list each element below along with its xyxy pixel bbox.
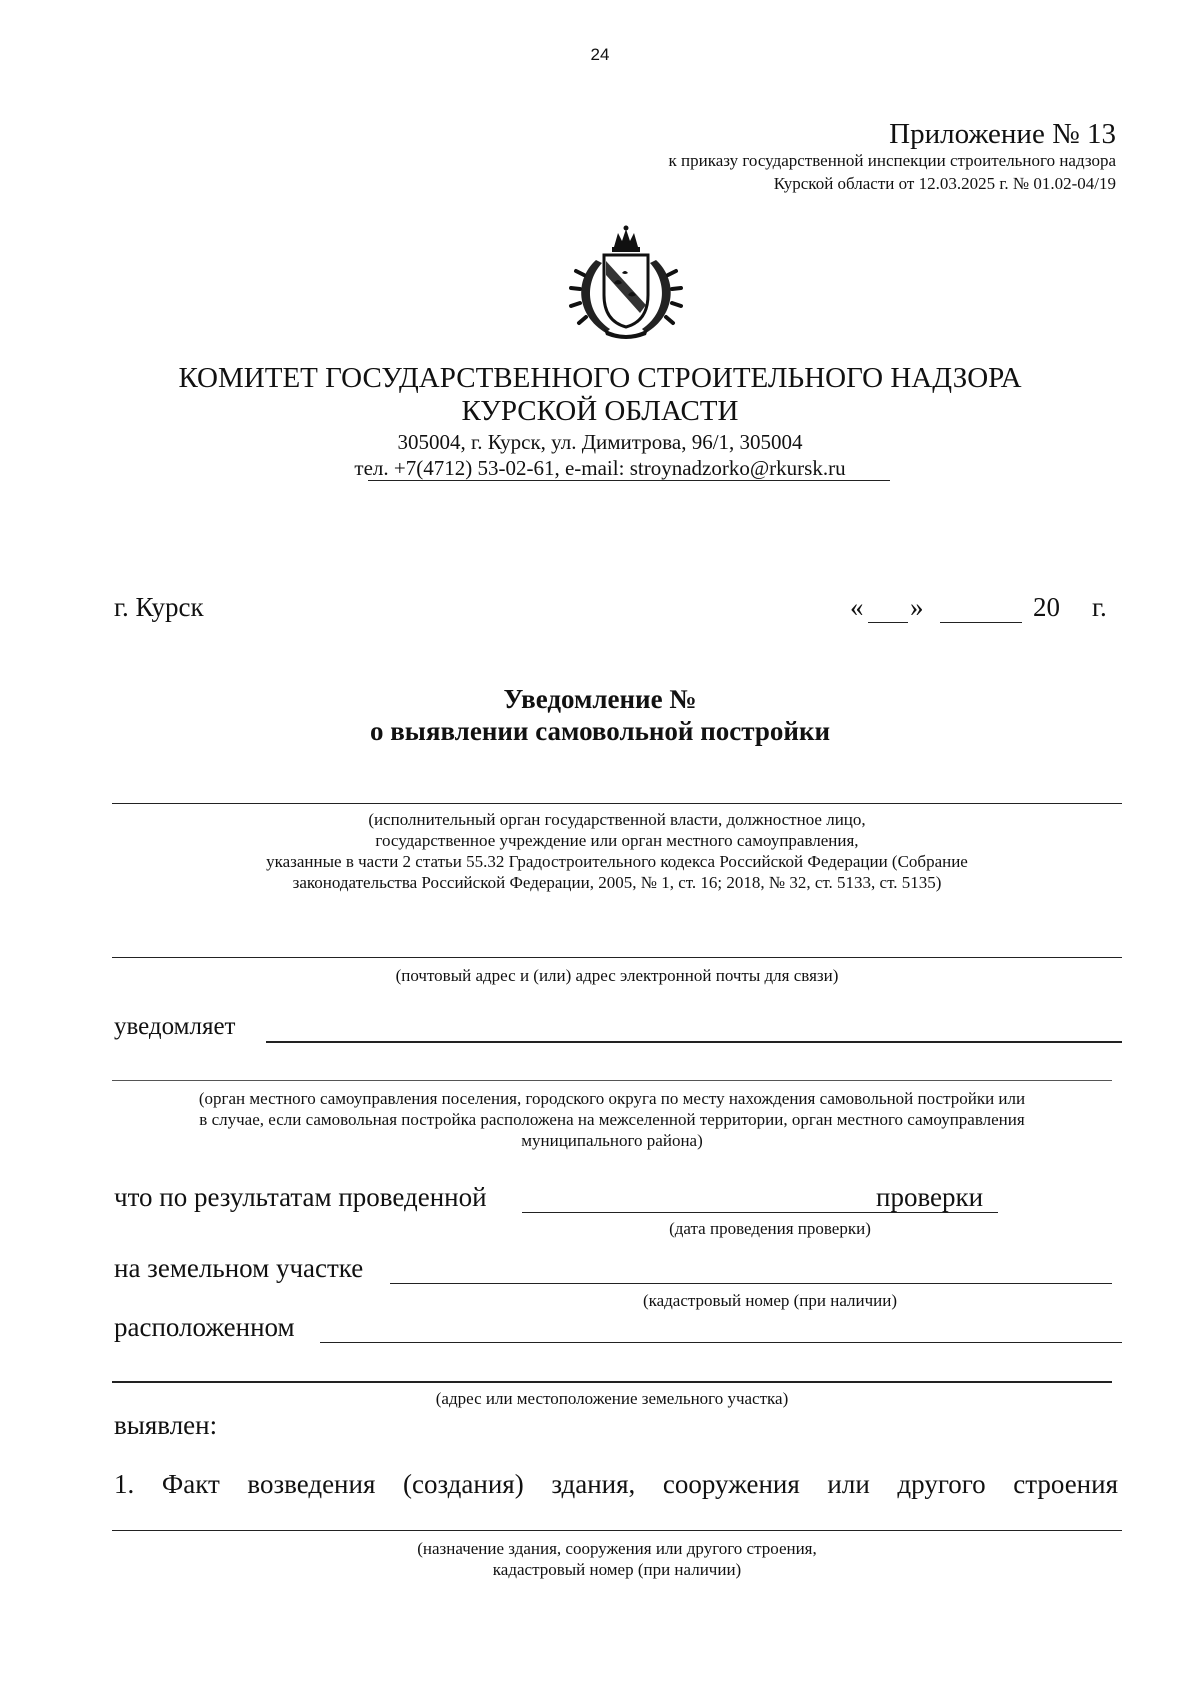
- city-place: г. Курск: [114, 592, 204, 622]
- contact-address-field[interactable]: [112, 957, 1122, 958]
- located-field[interactable]: [320, 1342, 1122, 1343]
- notifies-label: уведомляет: [114, 1013, 236, 1040]
- located-label: расположенном: [114, 1312, 295, 1342]
- date-open-quote: «: [850, 592, 864, 622]
- year-prefix: 20: [1033, 592, 1060, 622]
- org-name-line2: КУРСКОЙ ОБЛАСТИ: [461, 395, 739, 427]
- appendix-order-line2: Курской области от 12.03.2025 г. № 01.02-04/19: [773, 174, 1116, 193]
- inspection-suffix: проверки: [876, 1182, 984, 1212]
- date-close-quote: »: [910, 592, 924, 622]
- building-purpose-field[interactable]: [112, 1530, 1122, 1531]
- year-suffix: г.: [1092, 592, 1107, 622]
- item1-text: 1. Факт возведения (создания) здания, сооружения или другого строения: [114, 1469, 1118, 1499]
- land-plot-field[interactable]: [390, 1283, 1112, 1284]
- cadastral-caption: (кадастровый номер (при наличии): [642, 1291, 898, 1310]
- notifies-field[interactable]: [266, 1041, 1122, 1043]
- appendix-order-line1: к приказу государственной инспекции строительного надзора: [668, 151, 1116, 170]
- contact-address-caption: (почтовый адрес и (или) адрес электронной почты для связи): [395, 966, 839, 985]
- inspection-date-caption: (дата проведения проверки): [669, 1219, 871, 1238]
- month-blank[interactable]: [940, 622, 1022, 623]
- date-line: [850, 592, 1120, 626]
- appendix-title: Приложение № 13: [889, 118, 1116, 150]
- authority-field[interactable]: [112, 803, 1122, 804]
- org-name-line1: КОМИТЕТ ГОСУДАРСТВЕННОГО СТРОИТЕЛЬНОГО НАДЗОРА: [178, 362, 1022, 394]
- found-label: выявлен:: [114, 1410, 218, 1440]
- org-contacts: тел. +7(4712) 53-02-61, e-mail: stroynadzorko@rkursk.ru: [354, 456, 846, 480]
- doc-title-line1: Уведомление №: [503, 684, 697, 714]
- land-address-caption: (адрес или местоположение земельного участка): [435, 1389, 789, 1408]
- page-number: 24: [590, 45, 610, 64]
- doc-title-line2: о выявлении самовольной постройки: [369, 716, 831, 746]
- day-blank[interactable]: [868, 622, 908, 623]
- kursk-region-coat-of-arms-icon: [566, 225, 686, 340]
- land-plot-label: на земельном участке: [114, 1253, 364, 1283]
- inspection-date-field[interactable]: [522, 1212, 998, 1213]
- building-purpose-caption: (назначение здания, сооружения или другого строения, кадастровый номер (при наличии): [417, 1539, 817, 1579]
- land-address-field[interactable]: [112, 1381, 1112, 1383]
- inspection-label: что по результатам проведенной: [114, 1182, 487, 1212]
- authority-caption: (исполнительный орган государственной власти, должностное лицо, государственное учреждение или орган местного самоуправления, указанные в части 2 статьи 55.32 Градостроительного кодекса Российской Федерации (Собрание законодательства Российской Федерации, 2005, № 1, ст. 16; 2018, № 32, ст. 5133, ст. 5135): [266, 810, 968, 892]
- municipal-body-caption: (орган местного самоуправления поселения, городского округа по месту нахождения самовольной постройки или в случае, если самовольная постройка расположена на межселенной территории, орган местного самоуправления муниципального района): [198, 1089, 1026, 1150]
- org-address: 305004, г. Курск, ул. Димитрова, 96/1, 305004: [397, 430, 803, 454]
